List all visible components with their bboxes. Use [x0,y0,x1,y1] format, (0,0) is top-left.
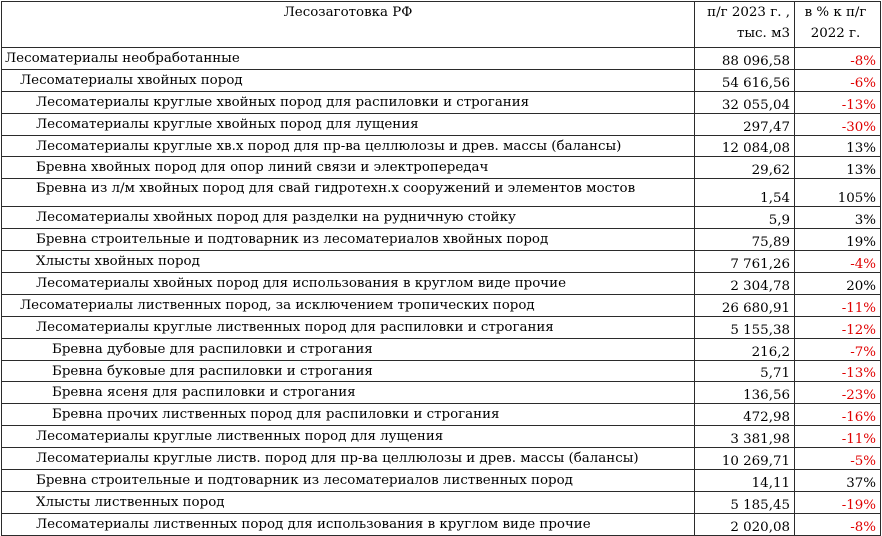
row-volume: 14,11 [695,470,795,492]
table-row [2,157,881,179]
row-name: Лесоматериалы круглые листв. пород для пр-ва целлюлозы и древ. массы (балансы) [2,448,695,470]
row-change-percent: -12% [795,316,881,338]
row-change-percent: -6% [795,69,881,91]
table-row [2,338,881,360]
row-change-percent: 105% [795,179,881,207]
row-volume: 2 020,08 [695,513,795,535]
table-row [2,135,881,157]
table-row [2,179,881,207]
row-change-percent: 37% [795,470,881,492]
row-volume: 32 055,04 [695,91,795,113]
row-volume: 26 680,91 [695,294,795,316]
row-volume: 88 096,58 [695,48,795,70]
row-change-percent: -19% [795,491,881,513]
table-row [2,316,881,338]
row-volume: 5,9 [695,207,795,229]
row-volume: 29,62 [695,157,795,179]
table-row [2,229,881,251]
header-change [795,2,881,48]
header-volume-line2: тыс. м3 [736,26,790,41]
row-change-percent: -8% [795,513,881,535]
row-volume: 7 761,26 [695,251,795,273]
row-volume: 2 304,78 [695,273,795,295]
row-name: Хлысты хвойных пород [2,251,695,273]
row-change-percent: 19% [795,229,881,251]
row-name: Лесоматериалы круглые хв.х пород для пр-ва целлюлозы и древ. массы (балансы) [2,135,695,157]
row-name: Хлысты лиственных пород [2,491,695,513]
row-volume: 297,47 [695,113,795,135]
row-name: Бревна дубовые для распиловки и строгания [2,338,695,360]
row-name: Бревна строительные и подтоварник из лесоматериалов лиственных пород [2,470,695,492]
row-volume: 5 155,38 [695,316,795,338]
row-volume: 216,2 [695,338,795,360]
row-name: Бревна из л/м хвойных пород для свай гидротехн.х сооружений и элементов мостов [2,179,695,207]
row-name: Лесоматериалы хвойных пород для использования в круглом виде прочие [2,273,695,295]
table-row [2,470,881,492]
timber-harvest-table [1,1,881,536]
row-change-percent: -13% [795,91,881,113]
row-volume: 12 084,08 [695,135,795,157]
table-row [2,69,881,91]
row-name: Лесоматериалы хвойных пород для разделки на рудничную стойку [2,207,695,229]
table-row [2,207,881,229]
row-change-percent: 13% [795,157,881,179]
row-name: Лесоматериалы круглые хвойных пород для лущения [2,113,695,135]
row-change-percent: 20% [795,273,881,295]
table-row [2,448,881,470]
row-volume: 5 185,45 [695,491,795,513]
row-change-percent: -30% [795,113,881,135]
table-row [2,513,881,535]
table-row [2,426,881,448]
table-row [2,113,881,135]
table-row [2,48,881,70]
table-row [2,251,881,273]
row-name: Бревна строительные и подтоварник из лесоматериалов хвойных пород [2,229,695,251]
row-name: Лесоматериалы необработанные [2,48,695,70]
row-name: Лесоматериалы хвойных пород [2,69,695,91]
table-row [2,404,881,426]
row-change-percent: -13% [795,360,881,382]
table-body [2,48,881,536]
table-row [2,294,881,316]
row-name: Лесоматериалы круглые хвойных пород для распиловки и строгания [2,91,695,113]
header-row [2,2,881,48]
row-change-percent: -11% [795,294,881,316]
header-title-text: Лесозаготовка РФ [283,5,413,20]
row-name: Бревна буковые для распиловки и строгания [2,360,695,382]
row-change-percent: -16% [795,404,881,426]
row-name: Лесоматериалы круглые лиственных пород для распиловки и строгания [2,316,695,338]
row-change-percent: -23% [795,382,881,404]
row-volume: 75,89 [695,229,795,251]
row-volume: 3 381,98 [695,426,795,448]
header-volume-line1: п/г 2023 г. , [707,5,790,20]
row-change-percent: 3% [795,207,881,229]
table-row [2,273,881,295]
row-change-percent: 13% [795,135,881,157]
row-name: Бревна прочих лиственных пород для распиловки и строгания [2,404,695,426]
table-row [2,382,881,404]
row-volume: 472,98 [695,404,795,426]
row-change-percent: -4% [795,251,881,273]
row-change-percent: -7% [795,338,881,360]
row-volume: 5,71 [695,360,795,382]
row-volume: 54 616,56 [695,69,795,91]
header-volume [695,2,795,48]
table-row [2,91,881,113]
header-title [2,2,695,48]
row-volume: 10 269,71 [695,448,795,470]
table-container [1,1,881,536]
row-volume: 136,56 [695,382,795,404]
row-change-percent: -5% [795,448,881,470]
row-name: Бревна хвойных пород для опор линий связи и электропередач [2,157,695,179]
table-row [2,491,881,513]
table-row [2,360,881,382]
row-volume: 1,54 [695,179,795,207]
row-name: Лесоматериалы лиственных пород для использования в круглом виде прочие [2,513,695,535]
row-name: Бревна ясеня для распиловки и строгания [2,382,695,404]
row-name: Лесоматериалы круглые лиственных пород для лущения [2,426,695,448]
row-change-percent: -11% [795,426,881,448]
header-change-line1: в % к п/г [804,5,867,20]
row-change-percent: -8% [795,48,881,70]
header-change-line2: 2022 г. [810,26,861,41]
row-name: Лесоматериалы лиственных пород, за исключением тропических пород [2,294,695,316]
